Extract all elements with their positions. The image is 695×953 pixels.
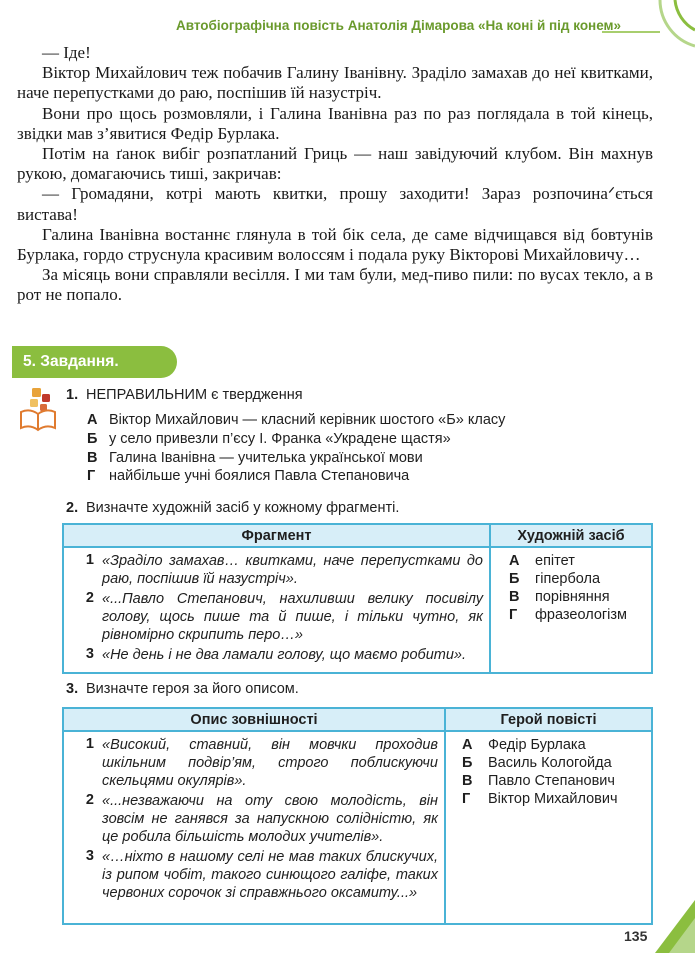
answer-option: Б гіпербола	[509, 571, 601, 587]
description-item: 1 «Високий, ставний, він мовчки проходив шкільним подвір’ям, строго поблискуючи скельцями окулярів».	[85, 736, 438, 789]
story-paragraph: Вони про щось розмовляли, і Галина Іванівна раз по раз поглядала в той кінець, звідки мав з’явитися Федір Бурлака.	[17, 103, 653, 143]
task1-option-g: Г найбільше учні боялися Павла Степановича	[87, 468, 410, 484]
task1-question	[66, 387, 303, 403]
task2-prompt: Визначте художній засіб у кожному фрагменті.	[86, 500, 400, 516]
task2-col-device: Художній засіб	[490, 524, 652, 547]
hero-option: Б Василь Кологойда	[462, 755, 612, 771]
story-text	[17, 43, 653, 306]
answer-option: Г фразеологізм	[509, 607, 628, 623]
hero-option: Г Віктор Михайлович	[462, 791, 618, 807]
task1-option-b: Б у село привезли п’єсу І. Франка «Украдене щастя»	[87, 431, 451, 447]
story-paragraph: За місяць вони справляли весілля. І ми там були, мед-пиво пили: по вусах текло, а в рот не попало.	[17, 265, 653, 305]
section-title: 5. Завдання.	[12, 346, 177, 378]
story-paragraph: Галина Іванівна востаннє глянула в той бік села, де саме відчищався від бовтунів Бурлака, гордо струснула красивим волоссям і подала руку Вікторові Михайловичу…	[17, 224, 653, 265]
fragment-item: 2 «...Павло Степанович, нахиливши велику посивілу голову, щось пише та й пише, і тільки чутно, як рівномірно скрипить перо…»	[85, 590, 483, 643]
task1-number: 1.	[66, 387, 79, 403]
task1-prompt: НЕПРАВИЛЬНИМ є твердження	[86, 387, 303, 403]
task2-question	[66, 500, 399, 516]
page-number: 135	[624, 928, 648, 944]
fragment-item: 1 «Зраділо замахав… квитками, наче перепустками до раю, поспішив їй назустріч».	[85, 552, 483, 587]
task2-col-fragment: Фрагмент	[63, 524, 490, 547]
story-paragraph: — Іде!	[42, 43, 91, 62]
description-item: 2 «...незважаючи на оту свою молодість, він зовсім не ганявся за напускною солідністю, як це робила більшість молодих учителів».	[85, 792, 438, 845]
task3-table	[62, 707, 653, 925]
task1-option-a: А Віктор Михайлович — класний керівник шостого «Б» класу	[87, 412, 506, 428]
task3-number: 3.	[66, 681, 79, 697]
task2-number: 2.	[66, 500, 79, 516]
answer-option: В порівняння	[509, 589, 610, 605]
description-item: 3 «…ніхто в нашому селі не мав таких блискучих, із рипом чобіт, такого синющого галіфе, таких червоних сорочок зі справжнього оксамиту...»	[85, 848, 438, 901]
task2-table	[62, 523, 653, 674]
story-paragraph: — Громадяни, котрі мають квитки, прошу заходити! Зараз розпочинаᐟється вистава!	[17, 184, 653, 224]
story-paragraph: Потім на ґанок вибіг розпатланий Гриць — наш завідуючий клубом. Він махнув рукою, домагаючись тиші, закричав:	[17, 144, 653, 184]
fragment-item: 3 «Не день і не два ламали голову, що маємо робити».	[85, 646, 467, 663]
task1-option-v: В Галина Іванівна — учителька української мови	[87, 450, 423, 466]
hero-option: В Павло Степанович	[462, 773, 615, 789]
task3-prompt: Визначте героя за його описом.	[86, 681, 299, 697]
hero-option: А Федір Бурлака	[462, 737, 586, 753]
corner-triangle-decoration	[655, 900, 695, 953]
task3-col-description: Опис зовнішності	[63, 708, 445, 731]
task3-col-hero: Герой повісті	[445, 708, 652, 731]
task3-question	[66, 681, 299, 697]
running-header: Автобіографічна повість Анатолія Дімарова «На коні й під конем»	[176, 18, 622, 33]
answer-option: А епітет	[509, 553, 575, 569]
story-paragraph: Віктор Михайлович теж побачив Галину Іванівну. Зрадiло замахав до неї квитками, наче перепустками до раю, поспішив їй назустріч.	[17, 63, 653, 103]
open-book-icon	[18, 386, 60, 432]
